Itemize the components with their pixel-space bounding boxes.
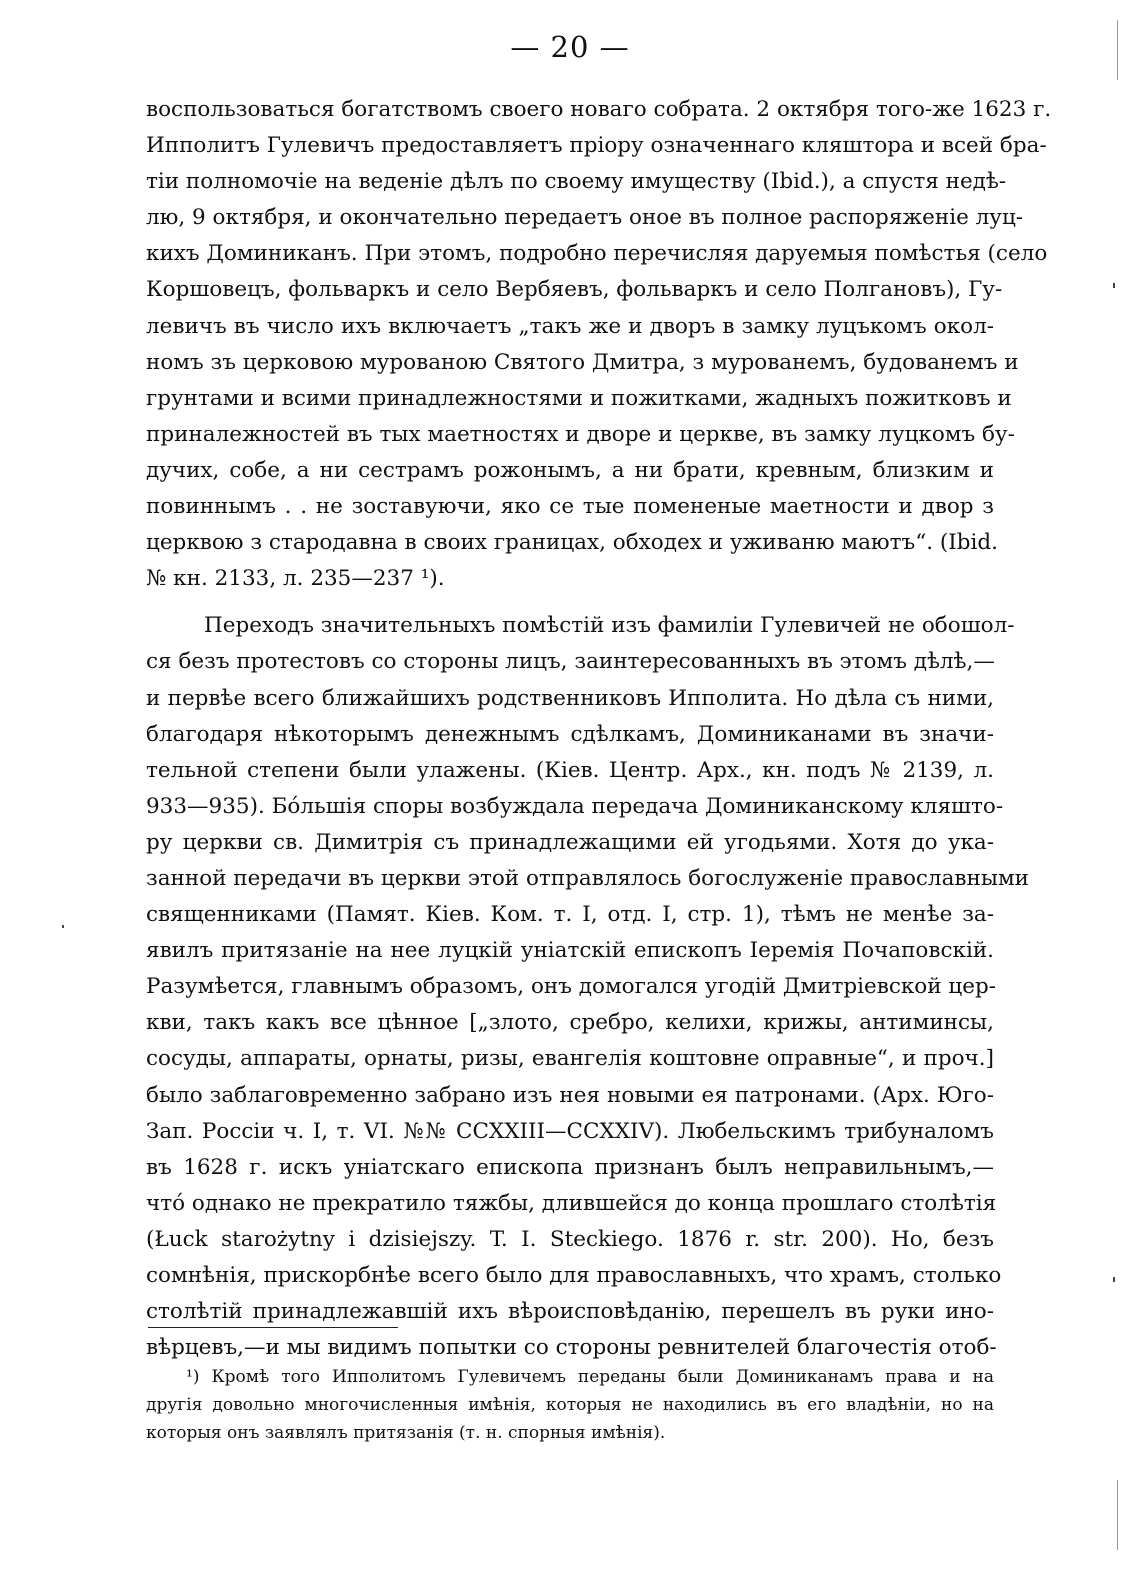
text-line: приналежностей въ тых маетностях и дворе и церкве, въ замку луцкомъ бу- [146, 421, 1015, 447]
text-line: № кн. 2133, л. 235—237 ¹). [146, 566, 445, 592]
text-line: Ипполитъ Гулевичъ предоставляетъ пріору означеннаго кляштора и всей бра- [146, 133, 1047, 159]
text-line: тіи полномочіе на веденіе дѣлъ по своему имуществу (Ibid.), а спустя недѣ- [146, 169, 1007, 195]
text-line: дучих, собе, а ни сестрамъ рожонымъ, а ни брати, кревным, близким и [146, 457, 994, 483]
text-line: Разумѣется, главнымъ образомъ, онъ домогался угодій Дмитріевской цер- [146, 974, 996, 1000]
text-line: кихъ Доминиканъ. При этомъ, подробно перечисляя даруемыя помѣстья (село [146, 241, 1048, 267]
text-line: церквою з стародавна в своих границах, обходех и уживаню маютъ“. (Ibid. [146, 530, 998, 556]
text-line: и первѣе всего ближайшихъ родственниковъ Ипполита. Но дѣла съ ними, [146, 685, 994, 711]
text-line: вѣрцевъ,—и мы видимъ попытки со стороны ревнителей благочестія отоб- [146, 1335, 997, 1361]
footnote-separator [148, 1327, 398, 1328]
text-line: лю, 9 октября, и окончательно передаетъ оное въ полное распоряженіе луц- [146, 205, 1024, 231]
footnote-line: которыя онъ заявлялъ притязанія (т. н. спорныя имѣнія). [146, 1423, 666, 1443]
text-line: левичъ въ число ихъ включаетъ „такъ же и дворъ в замку луцъкомъ окол- [146, 313, 994, 339]
scan-speck [1113, 1277, 1115, 1282]
text-line: было заблаговременно забрано изъ нея новыми ея патронами. (Арх. Юго- [146, 1082, 994, 1108]
text-line: (Łuck starożytny i dzisiejszy. T. I. Steckiego. 1876 r. str. 200). Но, безъ [146, 1226, 994, 1252]
scan-speck [1113, 283, 1115, 288]
text-line: номъ зъ церковою мурованою Святого Дмитра, з мурованемъ, будованемъ и [146, 349, 1019, 375]
scan-speck [62, 925, 64, 928]
text-line: ру церкви св. Димитрія съ принадлежащими ей угодьями. Хотя до ука- [146, 829, 994, 855]
text-line: 933—935). Бóльшія споры возбуждала передача Доминиканскому кляшто- [146, 793, 1004, 819]
text-line: ся безъ протестовъ со стороны лицъ, заинтересованныхъ въ этомъ дѣлѣ,— [146, 649, 995, 675]
text-line: чтó однако не прекратило тяжбы, длившейся до конца прошлаго столѣтія [146, 1190, 997, 1216]
paragraph-gap [146, 597, 994, 608]
text-line: сосуды, аппараты, орнаты, ризы, евангелія коштовне оправные“, и проч.] [146, 1046, 994, 1072]
text-line: грунтами и всими принадлежностями и пожитками, жадныхъ пожитковъ и [146, 385, 1012, 411]
text-line: Коршовецъ, фольваркъ и село Вербяевъ, фольваркъ и село Полгановъ), Гу- [146, 277, 1003, 303]
text-line: Зап. Россіи ч. I, т. VI. №№ CCXXIII—CCXXIV). Любельскимъ трибуналомъ [146, 1118, 994, 1144]
main-text [146, 92, 1052, 1366]
text-line: явилъ притязаніе на нее луцкій уніатскій епископъ Іеремія Почаповскій. [146, 938, 994, 964]
text-line: тельной степени были улажены. (Кіев. Центр. Арх., кн. подъ № 2139, л. [146, 757, 994, 783]
scan-edge-line [1117, 1480, 1118, 1550]
text-line: воспользоваться богатствомъ своего новаго собрата. 2 октября того-же 1623 г. [146, 97, 1052, 122]
text-line: священниками (Памят. Кіев. Ком. т. I, отд. I, стр. 1), тѣмъ не менѣе за- [146, 902, 994, 928]
page-number: — 20 — [510, 30, 630, 64]
scan-edge-line [1117, 20, 1118, 80]
text-line: занной передачи въ церкви этой отправлялось богослуженіе православными [146, 865, 1030, 891]
paragraph-1 [146, 92, 1052, 597]
text-line: повиннымъ . . не зоставуючи, яко се тые помененые маетности и двор з [146, 494, 994, 520]
footnote-line: другія довольно многочисленныя имѣнія, которыя не находились въ его владѣніи, но на [146, 1395, 994, 1415]
text-line: въ 1628 г. искъ уніатскаго епископа признанъ былъ неправильнымъ,— [146, 1154, 994, 1180]
text-line: кви, такъ какъ все цѣнное [„злото, сребро, келихи, крижы, антиминсы, [146, 1010, 994, 1036]
text-line: Переходъ значительныхъ помѣстій изъ фамиліи Гулевичей не обошол- [204, 613, 1015, 639]
text-line: столѣтій принадлежавшій ихъ вѣроисповѣданію, перешелъ въ руки ино- [146, 1299, 994, 1325]
paragraph-2 [146, 608, 1030, 1366]
text-line: благодаря нѣкоторымъ денежнымъ сдѣлкамъ, Доминиканами въ значи- [146, 721, 994, 747]
footnote [146, 1363, 994, 1447]
text-line: сомнѣнія, прискорбнѣе всего было для православныхъ, что храмъ, столько [146, 1263, 1002, 1288]
footnote-line: ¹) Кромѣ того Ипполитомъ Гулевичемъ переданы были Доминиканамъ права и на [186, 1367, 994, 1387]
